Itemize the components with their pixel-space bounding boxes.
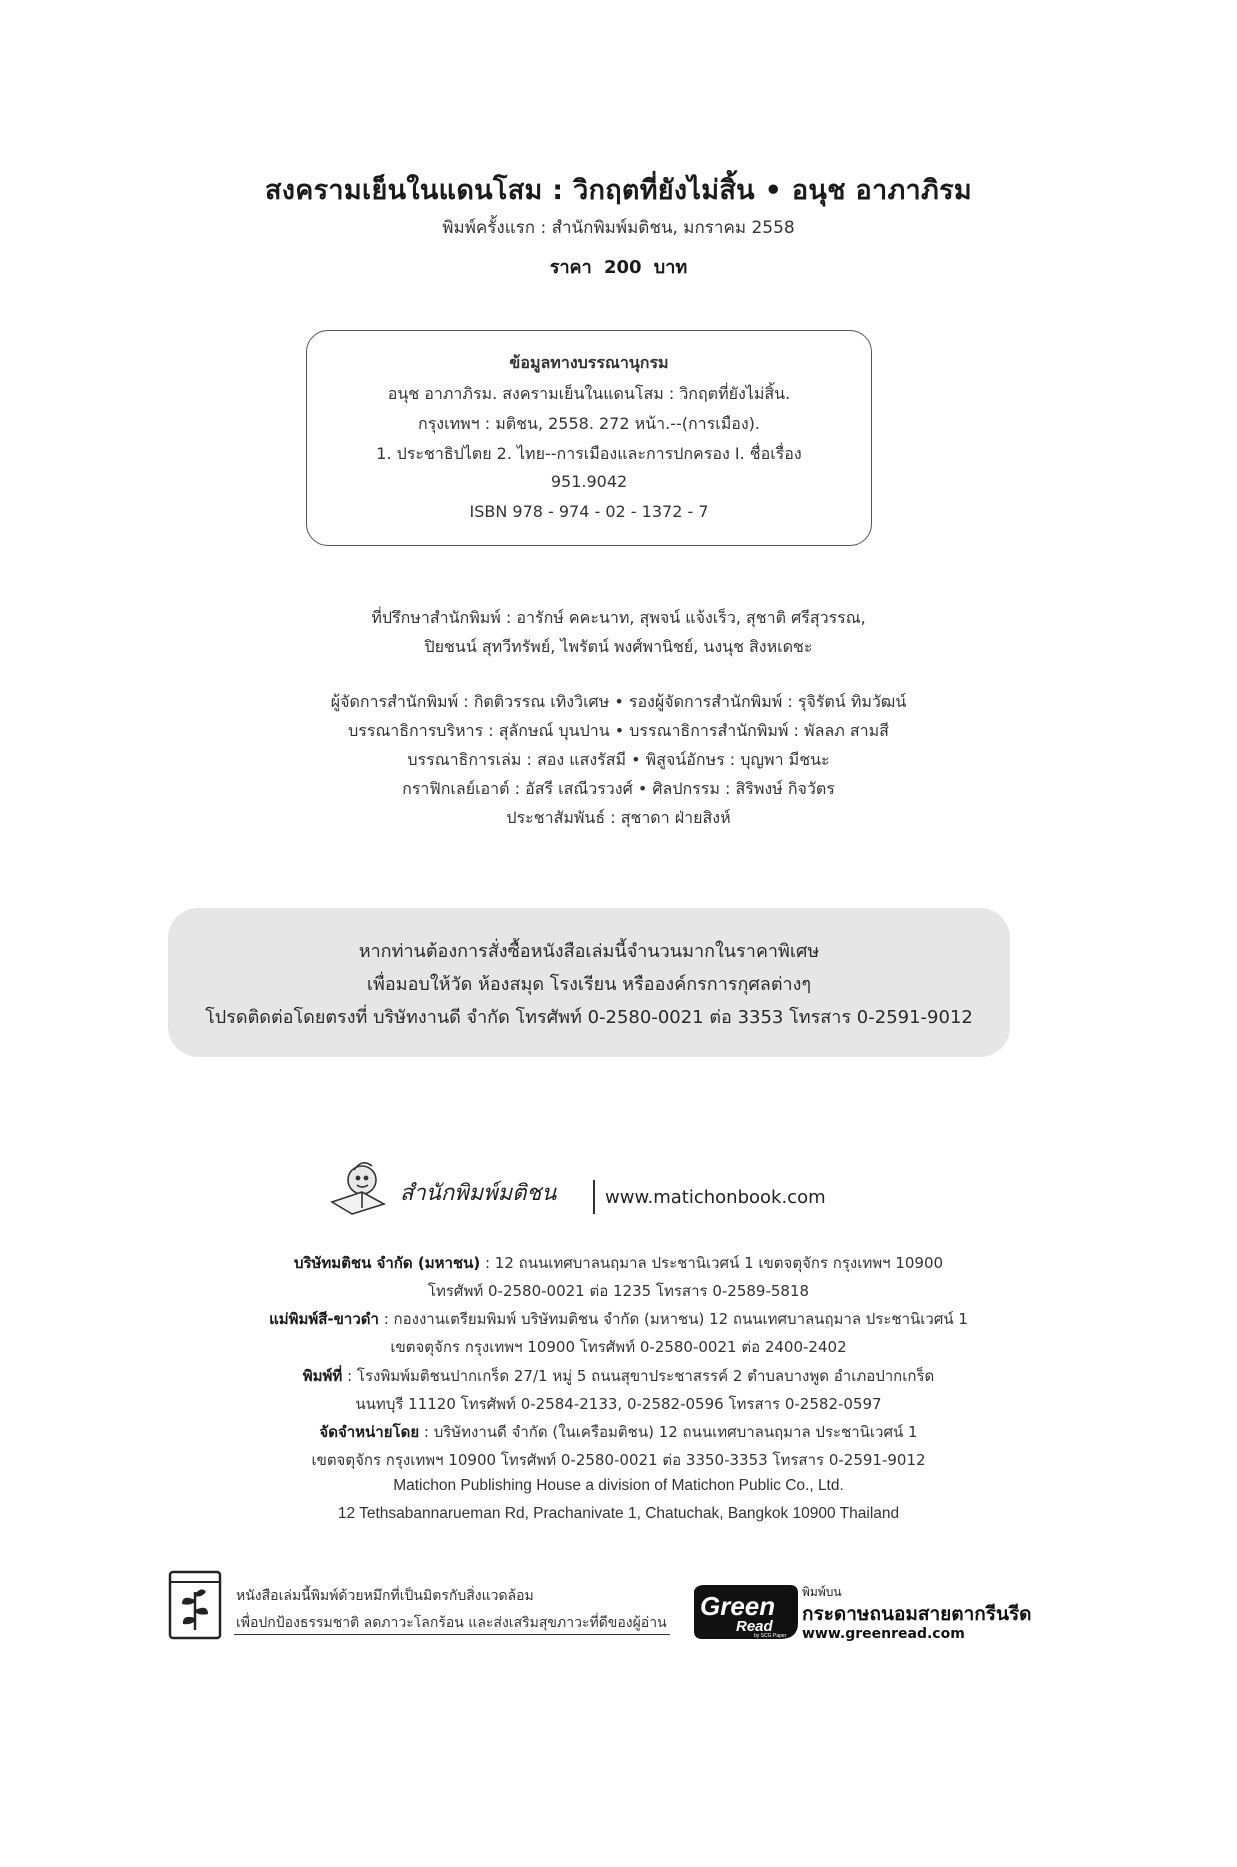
catalog-heading: ข้อมูลทางบรรณานุกรม [509,353,669,372]
publisher-info-line: เขตจตุจักร กรุงเทพฯ 10900 โทรศัพท์ 0-2580-0021 ต่อ 2400-2402 [390,1338,847,1356]
publisher-wordmark: สำนักพิมพ์มติชน [400,1181,557,1206]
catalog-box [306,330,872,546]
catalog-line: กรุงเทพฯ : มติชน, 2558. 272 หน้า.--(การเมือง). [418,414,760,433]
advisors-line: ปิยชนน์ สุทวีทรัพย์, ไพรัตน์ พงศ์พานิชย์, นงนุช สิงหเดชะ [424,637,813,656]
catalog-line: อนุช อาภาภิรม. สงครามเย็นในแดนโสม : วิกฤตที่ยังไม่สิ้น. [387,384,791,403]
eco-underline [234,1634,670,1635]
price-label: ราคา 200 บาท [549,257,688,278]
publisher-info-line: โทรศัพท์ 0-2580-0021 ต่อ 1235 โทรสาร 0-2589-5818 [427,1282,810,1300]
publisher-info-line: 12 Tethsabannarueman Rd, Prachanivate 1, Chatuchak, Bangkok 10900 Thailand [337,1505,900,1522]
order-notice-line: หากท่านต้องการสั่งซื้อหนังสือเล่มนี้จำนวนมากในราคาพิเศษ [358,941,820,962]
order-notice-line: โปรดติดต่อโดยตรงที่ บริษัทงานดี จำกัด โทรศัพท์ 0-2580-0021 ต่อ 3353 โทรสาร 0-2591-9012 [205,1007,973,1028]
catalog-isbn: ISBN 978 - 974 - 02 - 1372 - 7 [469,502,709,521]
page-title: สงครามเย็นในแดนโสม : วิกฤตที่ยังไม่สิ้น • อนุช อาภาภิรม [265,175,972,206]
advisors-line: ที่ปรึกษาสำนักพิมพ์ : อารักษ์ คคะนาท, สุพจน์ แจ้งเร็ว, สุชาติ ศรีสุวรรณ, [371,608,866,627]
management-line: บรรณาธิการเล่ม : สอง แสงรัสมี • พิสูจน์อักษร : บุญพา มีชนะ [407,750,830,769]
publisher-website: www.matichonbook.com [605,1187,826,1208]
catalog-line: 1. ประชาธิปไตย 2. ไทย--การเมืองและการปกครอง I. ชื่อเรื่อง [376,444,802,463]
publisher-info-line: นนทบุรี 11120 โทรศัพท์ 0-2584-2133, 0-2582-0596 โทรสาร 0-2582-0597 [355,1395,882,1413]
greenread-word-read: Read [736,1618,773,1635]
first-print-info: พิมพ์ครั้งแรก : สำนักพิมพ์มติชน, มกราคม 2558 [442,218,795,238]
order-notice-box [168,908,1010,1057]
publisher-logo [322,1152,582,1218]
management-line: ผู้จัดการสำนักพิมพ์ : กิตติวรรณ เทิงวิเศษ • รองผู้จัดการสำนักพิมพ์ : รุจิรัตน์ ทิมวัฒน์ [330,692,907,711]
greenread-scg: by SCG Paper [754,1633,787,1639]
greenread-word-green: Green [700,1591,776,1621]
greenread-paper: กระดาษถนอมสายตากรีนรีด [802,1603,1032,1625]
greenread-website: www.greenread.com [802,1626,965,1642]
publisher-info-line: แม่พิมพ์สี-ขาวดำ : กองงานเตรียมพิมพ์ บริษัทมติชน จำกัด (มหาชน) 12 ถนนเทศบาลนฤมาล ประชานิเวศน์ 1 [269,1310,968,1328]
catalog-line: 951.9042 [550,472,628,491]
eco-notice-line: หนังสือเล่มนี้พิมพ์ด้วยหมึกที่เป็นมิตรกับสิ่งแวดล้อม [236,1588,534,1604]
matichon-mascot-icon [332,1163,384,1214]
management-line: บรรณาธิการบริหาร : สุลักษณ์ บุนปาน • บรรณาธิการสำนักพิมพ์ : พัลลภ สามสี [348,721,889,740]
publisher-info-line: พิมพ์ที่ : โรงพิมพ์มติชนปากเกร็ด 27/1 หมู่ 5 ถนนสุขาประชาสรรค์ 2 ตำบลบางพูด อำเภอปากเกร็ด [302,1367,935,1385]
eco-notice-line: เพื่อปกป้องธรรมชาติ ลดภาวะโลกร้อน และส่งเสริมสุขภาวะที่ดีของผู้อ่าน [236,1615,667,1631]
logo-divider [593,1180,595,1214]
publisher-info-line: เขตจตุจักร กรุงเทพฯ 10900 โทรศัพท์ 0-2580-0021 ต่อ 3350-3353 โทรสาร 0-2591-9012 [311,1451,926,1469]
publisher-info-line: จัดจำหน่ายโดย : บริษัทงานดี จำกัด (ในเครือมติชน) 12 ถนนเทศบาลนฤมาล ประชานิเวศน์ 1 [319,1423,918,1441]
publisher-info-line: บริษัทมติชน จำกัด (มหาชน) : 12 ถนนเทศบาลนฤมาล ประชานิเวศน์ 1 เขตจตุจักร กรุงเทพฯ 10900 [293,1254,944,1272]
greenread-logo [690,1583,802,1641]
management-line: ประชาสัมพันธ์ : สุชาดา ฝ่ายสิงห์ [506,808,731,827]
greenread-tagline: พิมพ์บน [802,1585,842,1599]
publisher-info-line: Matichon Publishing House a division of Matichon Public Co., Ltd. [393,1477,844,1494]
management-line: กราฟิกเลย์เอาต์ : อัสรี เสณีวรวงศ์ • ศิลปกรรม : สิริพงษ์ กิจวัตร [402,779,835,798]
plant-book-icon [168,1568,224,1642]
order-notice-line: เพื่อมอบให้วัด ห้องสมุด โรงเรียน หรือองค์กรการกุศลต่างๆ [366,974,812,995]
